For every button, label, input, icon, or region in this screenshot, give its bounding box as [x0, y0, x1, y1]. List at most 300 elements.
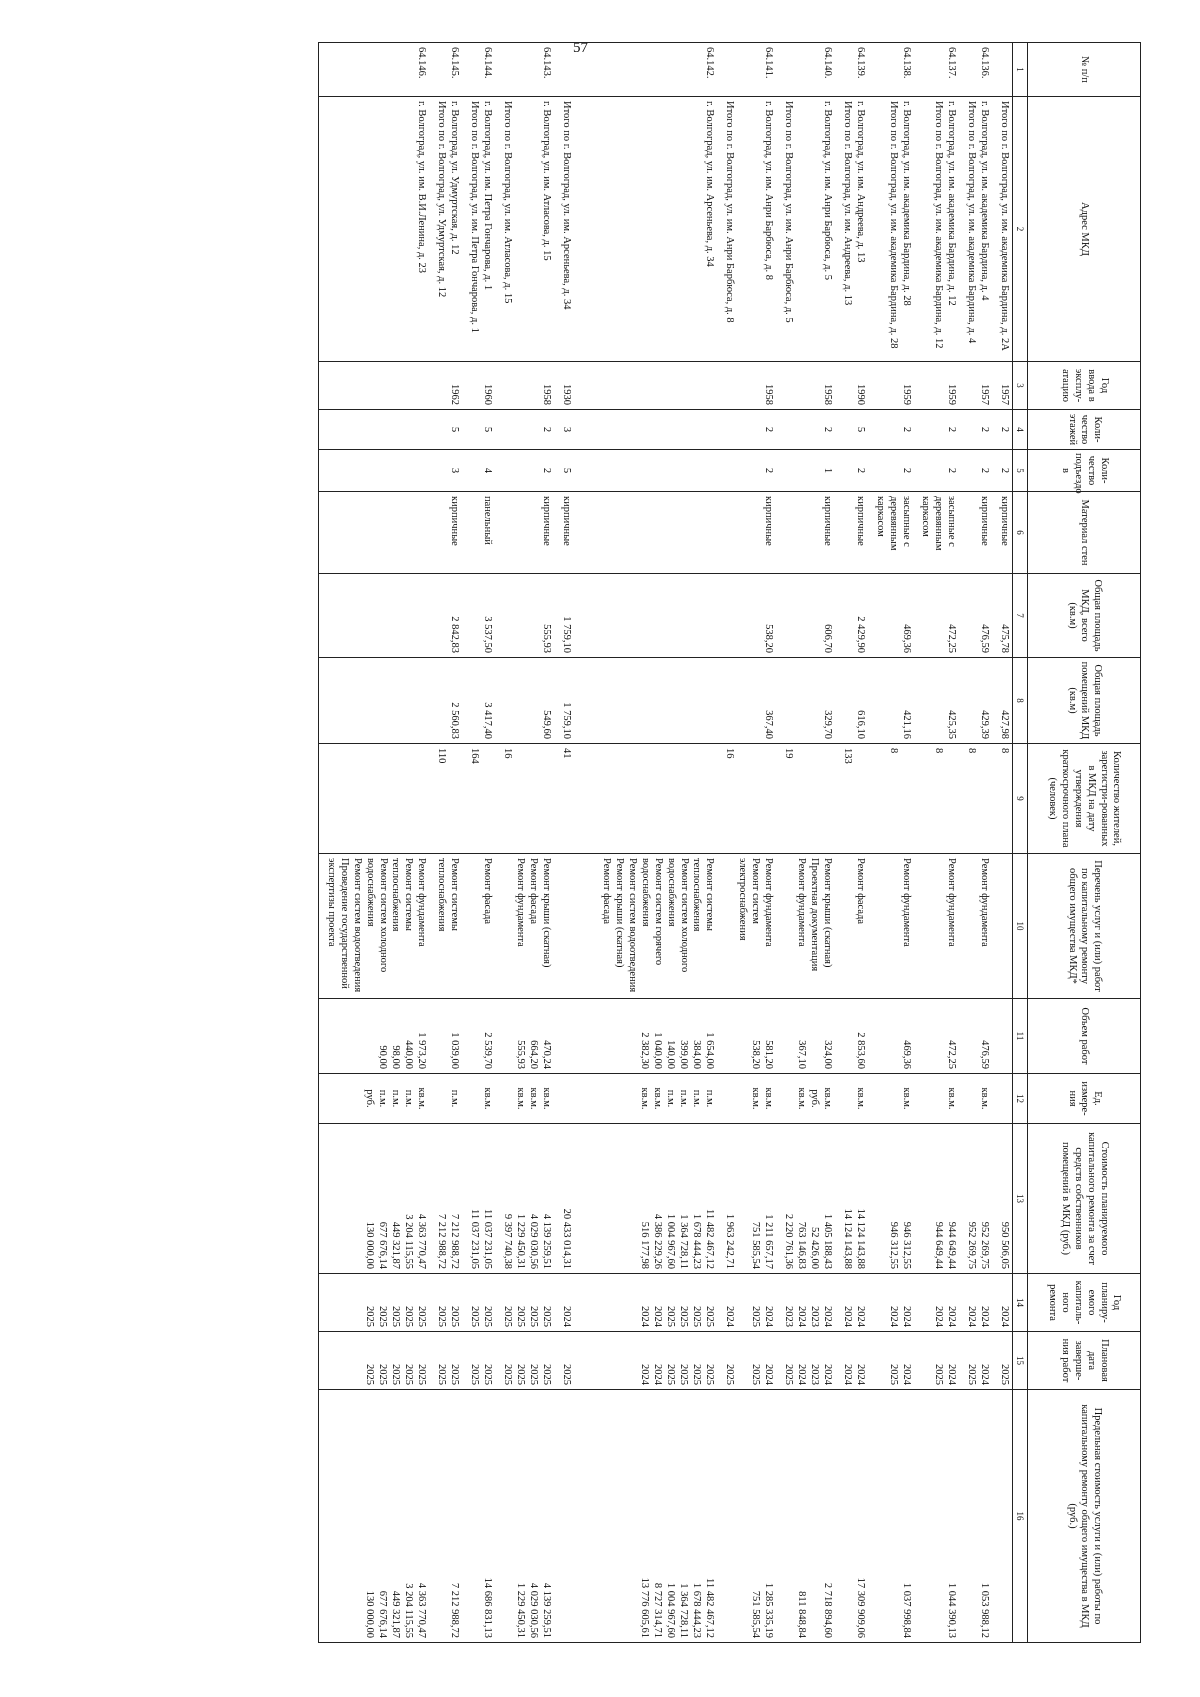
table-cell	[462, 1390, 495, 1643]
table-cell	[868, 744, 913, 854]
column-header: Материал стен	[1028, 492, 1141, 574]
cell-line	[735, 1336, 748, 1385]
cell-line: 2024	[979, 1306, 990, 1327]
cell-line	[650, 366, 663, 405]
cell-line	[572, 454, 585, 487]
table-cell	[914, 1274, 959, 1332]
cell-line: 2	[763, 467, 775, 474]
table-cell	[554, 658, 717, 744]
cell-line	[572, 1336, 585, 1385]
cell-line: 7 212 988,72	[449, 1213, 461, 1269]
cell-line	[676, 101, 689, 357]
cell-line: 469,36	[900, 624, 912, 653]
table-row	[429, 43, 462, 1643]
table-cell	[717, 854, 776, 999]
table-cell	[835, 410, 868, 450]
cell-line: 2	[822, 426, 834, 433]
cell-line: Итого по г. Волгоград, ул. им. академика Бардина, д. 4	[966, 101, 977, 344]
page-number: 57	[573, 40, 588, 56]
cell-line: 384,00	[691, 1040, 703, 1069]
cell-line: Ремонт систем холодного водоснабжения	[665, 858, 690, 973]
table-cell	[429, 492, 462, 574]
cell-line: г. Волгоград, ул. им. академика Бардина, д. 28	[900, 101, 912, 306]
cell-line: панельный	[482, 496, 494, 545]
cell-line: 440,00	[403, 1040, 415, 1069]
cell-line	[598, 414, 611, 445]
column-number: 7	[1013, 574, 1028, 658]
cell-line	[689, 454, 702, 487]
cell-line	[624, 1278, 637, 1327]
cell-line	[611, 662, 624, 739]
cell-line	[735, 1278, 748, 1327]
table-cell	[776, 362, 835, 410]
table-cell	[429, 1390, 462, 1643]
cell-line: 2024	[724, 1306, 736, 1327]
table-cell	[717, 362, 776, 410]
cell-line: 1990	[855, 384, 867, 405]
cell-line: 763 146,83	[796, 1221, 808, 1269]
cell-line	[663, 496, 676, 569]
table-cell	[835, 1124, 868, 1274]
cell-line: Ремонт крыши (скатная)	[822, 858, 834, 968]
cell-line: 2024	[763, 1364, 775, 1385]
cell-line: 2024	[842, 1364, 854, 1385]
table-cell	[429, 999, 462, 1074]
cell-line: 2024	[652, 1364, 664, 1385]
cell-line: 1 040,00	[652, 1032, 664, 1069]
table-cell	[717, 450, 776, 492]
cell-line: 2024	[900, 1306, 912, 1327]
cell-line: 946 312,55	[900, 1221, 912, 1269]
cell-line: г. Волгоград, ул. им. академика Бардина, д. 12	[946, 101, 957, 306]
table-cell	[554, 450, 717, 492]
cell-line	[637, 366, 650, 405]
table-cell	[429, 658, 462, 744]
cell-line: 13 776 605,61	[639, 1577, 651, 1638]
cell-line: кв.м.	[900, 1087, 912, 1110]
cell-line: Итого по г. Волгоград, ул. им. Анри Барбюса, д. 5	[783, 101, 795, 323]
cell-line	[572, 1128, 585, 1269]
cell-line: кв.м.	[750, 1087, 762, 1110]
cell-line	[624, 748, 637, 849]
cell-line	[414, 578, 427, 653]
cell-line: 329,70	[822, 710, 834, 739]
table-cell	[914, 574, 959, 658]
cell-line: 677 676,14	[377, 1221, 389, 1269]
cell-line	[585, 1128, 598, 1269]
cell-line: 1959	[900, 384, 912, 405]
cell-line: 2025	[377, 1306, 389, 1327]
table-cell	[914, 1074, 959, 1124]
cell-line	[513, 748, 526, 849]
table-cell	[429, 362, 462, 410]
cell-line	[585, 748, 598, 849]
cell-line	[611, 454, 624, 487]
cell-line: 2024	[842, 1306, 854, 1327]
cell-line	[676, 454, 689, 487]
cell-line: п.м.	[449, 1089, 461, 1108]
cell-line	[676, 578, 689, 653]
cell-line: Ремонт фундамента	[796, 858, 808, 947]
table-cell	[462, 999, 495, 1074]
cell-line: 2024	[979, 1364, 990, 1385]
cell-line: 2	[855, 467, 867, 474]
cell-line: 2025	[403, 1364, 415, 1385]
cell-line: 41	[561, 748, 573, 759]
cell-line: кв.м.	[796, 1087, 808, 1110]
column-number: 2	[1013, 97, 1028, 362]
cell-line: 1 229 450,31	[515, 1213, 527, 1269]
cell-line	[572, 414, 585, 445]
cell-line: 751 585,54	[750, 1221, 762, 1269]
cell-line: 2023	[809, 1364, 821, 1385]
cell-line: п.м.	[678, 1089, 690, 1108]
table-cell	[868, 1274, 913, 1332]
cell-line	[650, 578, 663, 653]
table-cell	[776, 43, 835, 97]
table-cell	[959, 492, 992, 574]
cell-line	[539, 748, 552, 849]
table-cell	[495, 854, 554, 999]
cell-line: 64.140.	[822, 47, 834, 79]
cell-line	[689, 748, 702, 849]
cell-line: 1 004 967,60	[665, 1582, 677, 1638]
table-cell	[319, 658, 429, 744]
table-cell	[959, 450, 992, 492]
cell-line: 472,25	[946, 624, 957, 653]
table-cell	[868, 658, 913, 744]
table-cell	[959, 999, 992, 1074]
cell-line: Ремонт фасада	[482, 858, 494, 925]
cell-line: 2025	[515, 1306, 527, 1327]
table-cell	[992, 450, 1013, 492]
cell-line: 946 312,55	[887, 1221, 899, 1269]
cell-line	[585, 366, 598, 405]
cell-line: 4 029 030,56	[528, 1213, 540, 1269]
column-header: Ед. измере-ния	[1028, 1074, 1141, 1124]
cell-line	[572, 366, 585, 405]
cell-line: г. Волгоград, ул. им. Анри Барбюса, д. 8	[763, 101, 775, 280]
cell-line: 677 676,14	[377, 1590, 389, 1638]
cell-line	[702, 578, 715, 653]
table-cell	[992, 1274, 1013, 1332]
table-cell	[959, 1390, 992, 1643]
cell-line	[637, 662, 650, 739]
table-cell	[776, 1074, 835, 1124]
cell-line: кирпичные	[449, 496, 461, 546]
column-header: Общая площадь МКД, всего (кв.м)	[1028, 574, 1141, 658]
cell-line: г. Волгоград, ул. им. Арсеньева, д. 34	[704, 101, 716, 267]
cell-line: 2025	[724, 1364, 736, 1385]
cell-line	[624, 1336, 637, 1385]
table-cell	[319, 1332, 429, 1390]
cell-line: 2024	[933, 1306, 944, 1327]
table-cell	[776, 1390, 835, 1643]
cell-line: 2025	[665, 1306, 677, 1327]
cell-line: кв.м.	[639, 1087, 651, 1110]
cell-line: 2 382,30	[639, 1032, 651, 1069]
cell-line: 950 506,05	[999, 1221, 1010, 1269]
cell-line: 2025	[678, 1364, 690, 1385]
column-header: Адрес МКД	[1028, 97, 1141, 362]
column-number: 5	[1013, 450, 1028, 492]
cell-line	[611, 578, 624, 653]
cell-line: Проектная документация	[809, 858, 821, 972]
table-cell	[554, 999, 717, 1074]
cell-line: Ремонт систем горячего водоснабжения	[640, 858, 665, 966]
cell-line	[513, 101, 526, 357]
table-cell	[319, 1390, 429, 1643]
table-cell	[462, 492, 495, 574]
cell-line: 140,00	[665, 1040, 677, 1069]
table-cell	[495, 744, 554, 854]
table-cell	[554, 362, 717, 410]
cell-line	[663, 366, 676, 405]
table-row	[554, 43, 717, 1643]
cell-line: кв.м.	[416, 1087, 428, 1110]
table-cell	[462, 658, 495, 744]
table-cell	[959, 658, 992, 744]
cell-line: 2025	[561, 1364, 573, 1385]
cell-line	[748, 748, 761, 849]
table-cell	[959, 43, 992, 97]
cell-line: п.м.	[390, 1089, 402, 1108]
table-cell	[462, 574, 495, 658]
cell-line: 11 037 231,05	[469, 1209, 481, 1269]
cell-line: п.м.	[704, 1089, 716, 1108]
cell-line: 469,36	[900, 1040, 912, 1069]
cell-line: 2025	[933, 1364, 944, 1385]
cell-line	[702, 496, 715, 569]
table-cell	[914, 658, 959, 744]
cell-line	[997, 1394, 1010, 1638]
cell-line: 2025	[783, 1364, 795, 1385]
table-cell	[554, 1124, 717, 1274]
cell-line	[572, 1278, 585, 1327]
table-body	[319, 43, 1013, 1643]
cell-line	[663, 578, 676, 653]
cell-line: 2	[999, 467, 1010, 474]
cell-line: кв.м.	[482, 1087, 494, 1110]
cell-line	[676, 366, 689, 405]
cell-line: 2024	[855, 1306, 867, 1327]
cell-line	[526, 101, 539, 357]
cell-line	[676, 662, 689, 739]
cell-line	[611, 748, 624, 849]
cell-line: Ремонт фасада	[855, 858, 867, 925]
table-row	[992, 43, 1013, 1643]
cell-line: Ремонт систем водоотведения	[627, 858, 639, 993]
cell-line	[598, 1128, 611, 1269]
cell-line: 7 212 988,72	[449, 1582, 461, 1638]
cell-line	[585, 578, 598, 653]
cell-line	[414, 454, 427, 487]
cell-line	[944, 748, 957, 849]
cell-line	[637, 748, 650, 849]
table-cell	[914, 1332, 959, 1390]
table-cell	[495, 1274, 554, 1332]
table-cell	[959, 1332, 992, 1390]
table-cell	[717, 574, 776, 658]
cell-line	[650, 748, 663, 849]
table-row	[835, 43, 868, 1643]
cell-line: 475,78	[999, 624, 1010, 653]
cell-line: 4 363 770,47	[416, 1582, 428, 1638]
cell-line: Ремонт фундамента	[515, 858, 527, 947]
table-cell	[429, 854, 462, 999]
table-cell	[495, 1332, 554, 1390]
table-cell	[992, 1124, 1013, 1274]
cell-line	[624, 101, 637, 357]
table-cell	[992, 744, 1013, 854]
cell-line	[447, 748, 460, 849]
table-cell	[429, 1074, 462, 1124]
cell-line: 2	[541, 467, 553, 474]
cell-line	[702, 662, 715, 739]
cell-line: 3 204 115,55	[403, 1214, 415, 1269]
table-cell	[495, 410, 554, 450]
cell-line	[650, 454, 663, 487]
table-cell	[462, 450, 495, 492]
cell-line: Ремонт фундамента	[900, 858, 912, 947]
cell-line: Ремонт систем электроснабжения	[737, 858, 762, 941]
table-cell	[429, 744, 462, 854]
table-cell	[835, 362, 868, 410]
cell-line: 5	[449, 426, 461, 433]
cell-line	[650, 414, 663, 445]
cell-line: 7 212 988,72	[436, 1213, 448, 1269]
table-cell	[914, 450, 959, 492]
cell-line: 1960	[482, 384, 494, 405]
table-cell	[495, 450, 554, 492]
table-cell	[992, 492, 1013, 574]
table-cell	[776, 1274, 835, 1332]
cell-line	[977, 748, 990, 849]
cell-line: кирпичные	[822, 496, 834, 546]
cell-line: кирпичные	[999, 496, 1010, 546]
cell-line: 110	[436, 748, 448, 764]
cell-line	[598, 1278, 611, 1327]
cell-line	[702, 748, 715, 849]
table-cell	[992, 1332, 1013, 1390]
cell-line: 2 718 894,60	[822, 1582, 834, 1638]
table-cell	[835, 43, 868, 97]
cell-line: 2025	[469, 1364, 481, 1385]
cell-line: Ремонт системы теплоснабжения	[390, 858, 415, 932]
cell-line: Итого по г. Волгоград, ул. им. Арсеньева, д. 34	[561, 101, 573, 310]
cell-line: 1 654,00	[704, 1032, 716, 1069]
cell-line: 2025	[750, 1364, 762, 1385]
cell-line: 944 649,44	[933, 1221, 944, 1269]
cell-line: Ремонт фасада	[601, 858, 613, 925]
table-cell	[717, 97, 776, 362]
cell-line	[807, 101, 820, 357]
table-cell	[462, 1274, 495, 1332]
cell-line	[637, 496, 650, 569]
cell-line: 8	[887, 748, 899, 754]
cell-line: 17 309 909,06	[855, 1577, 867, 1638]
cell-line: 581,20	[763, 1040, 775, 1069]
cell-line: г. Волгоград, ул. им. Атласова, д. 15	[541, 101, 553, 261]
cell-line: 811 848,84	[796, 1591, 808, 1638]
cell-line	[735, 1128, 748, 1269]
table-cell	[717, 43, 776, 97]
cell-line: 2025	[449, 1306, 461, 1327]
cell-line: 14 686 831,13	[482, 1577, 494, 1638]
table-cell	[868, 362, 913, 410]
table-cell	[959, 1274, 992, 1332]
table-cell	[462, 362, 495, 410]
cell-line: 664,20	[528, 1040, 540, 1069]
table-cell	[319, 43, 429, 97]
cell-line: 1 759,10	[561, 702, 573, 739]
cell-line: п.м.	[691, 1089, 703, 1108]
table-cell	[319, 854, 429, 999]
cell-line: Ремонт системы теплоснабжения	[691, 858, 716, 932]
cell-line: 425,35	[946, 710, 957, 739]
cell-line	[585, 496, 598, 569]
table-cell	[868, 1124, 913, 1274]
cell-line: 1 364 728,11	[678, 1214, 690, 1269]
cell-line: 2025	[364, 1364, 376, 1385]
cell-line: 2	[541, 426, 553, 433]
cell-line: кв.м.	[855, 1087, 867, 1110]
cell-line	[702, 366, 715, 405]
column-number: 14	[1013, 1274, 1028, 1332]
cell-line: 2	[979, 467, 990, 474]
table-cell	[554, 492, 717, 574]
table-cell	[717, 744, 776, 854]
cell-line: 1 678 444,23	[691, 1213, 703, 1269]
cell-line: 516 177,98	[639, 1221, 651, 1269]
table-cell	[319, 97, 429, 362]
cell-line: 2025	[750, 1306, 762, 1327]
cell-line: 2025	[704, 1306, 716, 1327]
cell-line	[735, 748, 748, 849]
table-cell	[959, 744, 992, 854]
table-cell	[835, 1274, 868, 1332]
table-cell	[992, 1390, 1013, 1643]
table-cell	[462, 854, 495, 999]
cell-line: 2024	[999, 1306, 1010, 1327]
cell-line: Ремонт крыши (скатная)	[614, 858, 626, 968]
cell-line	[624, 454, 637, 487]
cell-line: 2025	[436, 1306, 448, 1327]
cell-line: 2023	[783, 1306, 795, 1327]
cell-line	[624, 1128, 637, 1269]
table-cell	[462, 744, 495, 854]
cell-line	[637, 101, 650, 357]
cell-line	[997, 858, 1010, 994]
cell-line: 8	[966, 748, 977, 754]
cell-line	[414, 414, 427, 445]
cell-line: 2025	[469, 1306, 481, 1327]
table-cell	[835, 450, 868, 492]
cell-line	[997, 47, 1010, 92]
cell-line: 164	[469, 748, 481, 764]
cell-line: 952 269,75	[979, 1221, 990, 1269]
cell-line: 1	[822, 467, 834, 474]
table-cell	[868, 854, 913, 999]
table-row	[495, 43, 554, 1643]
column-header: Год планиру-емого капиталь-ного ремонта	[1028, 1274, 1141, 1332]
cell-line: 2024	[796, 1364, 808, 1385]
cell-line	[637, 578, 650, 653]
table-cell	[429, 1274, 462, 1332]
cell-line: 64.145.	[449, 47, 461, 79]
cell-line: 1930	[561, 384, 573, 405]
cell-line: руб.	[364, 1089, 376, 1108]
